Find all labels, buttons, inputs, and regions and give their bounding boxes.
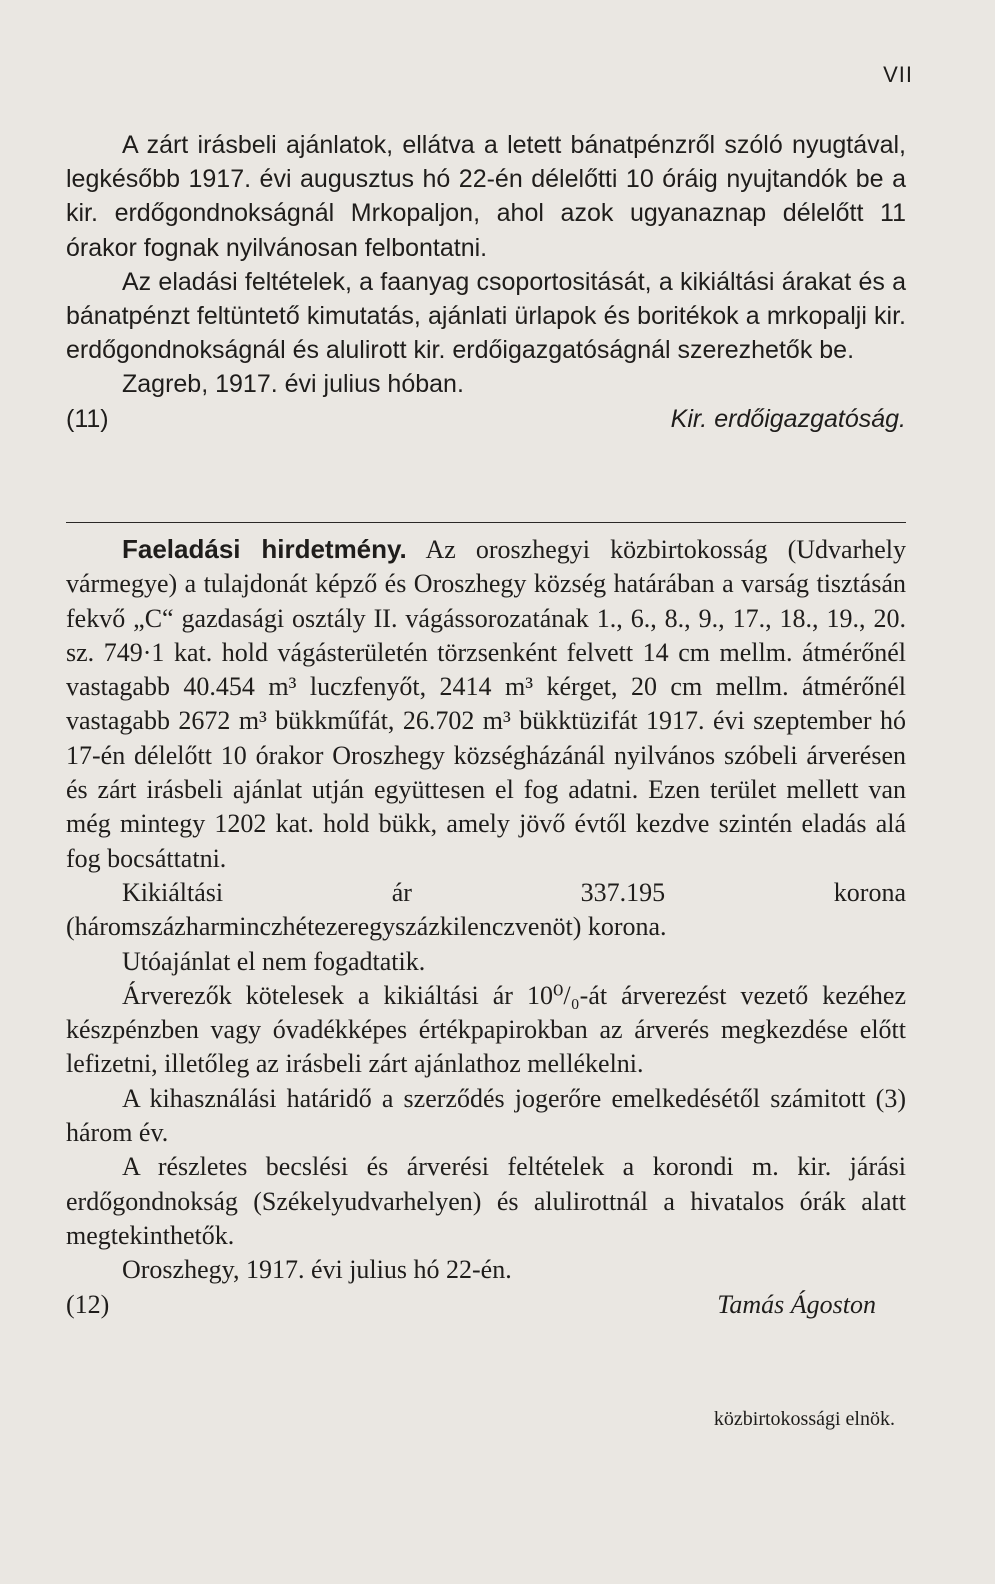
signature-title: közbirtokossági elnök.	[713, 1408, 895, 1430]
notice-number: (11)	[66, 404, 109, 433]
divider	[66, 522, 906, 523]
paragraph: A részletes becslési és árverési feltételek a korondi m. kir. járási erdőgondnokság (Székelyudvarhelyen) és alulirottnál a hivatalos órák alatt megtekinthetők.	[66, 1152, 906, 1250]
signature-row	[66, 402, 906, 436]
paragraph: Az oroszhegyi közbirtokosság (Udvarhely vármegye) a tulajdonát képző és Oroszhegy község határában a varság tisztásán fekvő „C“ gazdasági osztály II. vágássorozatának 1., 6., 8., 9., 17., 18., 19., 20. sz. 749·1 kat. hold vágásterületén törzsenként felvett 14 cm mellm. átmérőnél vastagabb 40.454 m³ luczfenyőt, 2414 m³ kérget, 20 cm mellm. átmérőnél vastagabb 2672 m³ bükkműfát, 26.702 m³ bükktüzifát 1917. évi szeptember hó 17-én délelőtt 10 órakor Oroszhegy községházánál nyilvános szóbeli árverésen és zárt irásbeli ajánlat utján együttesen el fog adatni. Ezen terület mellett van még mintegy 1202 kat. hold bükk, amely jövő évtől kezdve szintén eladás alá fog bocsáttatni.	[66, 535, 906, 873]
paragraph: A zárt irásbeli ajánlatok, ellátva a letett bánatpénzről szóló nyugtával, legkésőbb 1917. évi augusztus hó 22-én délelőtti 10 óráig nyujtandók be a kir. erdőgondnokságnál Mrkopaljon, ahol azok ugyanaznap délelőtt 11 órakor fognak nyilvánosan felbontatni.	[66, 131, 906, 262]
notice-oroszhegy	[66, 532, 906, 1322]
dateline: Zagreb, 1917. évi julius hóban.	[122, 370, 464, 399]
paragraph: A kihasználási határidő a szerződés jogerőre emelkedésétől számitott (3) három év.	[66, 1083, 906, 1148]
paragraph: Kikiáltási ár 337.195 korona (háromszázharminczhétezeregyszázkilenczvenöt) korona.	[66, 877, 906, 942]
page-number: VII	[883, 62, 913, 87]
signature: Kir. erdőigazgatóság.	[670, 404, 906, 433]
paragraph: Utóajánlat el nem fogadtatik.	[122, 946, 426, 976]
notice-number: (12)	[66, 1289, 110, 1319]
paragraph: Az eladási feltételek, a faanyag csoportositását, a kikiáltási árakat és a bánatpénzt feltüntető kimutatás, ajánlati ürlapok és boritékok a mrkopalji kir. erdőgondnokságnál és alulirott kir. erdőigazgatóságnál szerezhetők be.	[66, 267, 906, 365]
dateline: Oroszhegy, 1917. évi julius hó 22-én.	[122, 1255, 512, 1285]
paragraph: Árverezők kötelesek a kikiáltási ár 10⁰/₀-át árverezést vezető kezéhez készpénzben vagy óvadékképes értékpapirokban az árverés megkezdése előtt lefizetni, illetőleg az irásbeli zárt ajánlathoz mellékelni.	[66, 980, 906, 1079]
signature: Tamás Ágoston	[717, 1289, 876, 1319]
signature-row	[66, 1288, 906, 1322]
notice-title: Faeladási hirdetmény.	[122, 534, 407, 564]
notice-mrkopalj	[66, 128, 906, 436]
